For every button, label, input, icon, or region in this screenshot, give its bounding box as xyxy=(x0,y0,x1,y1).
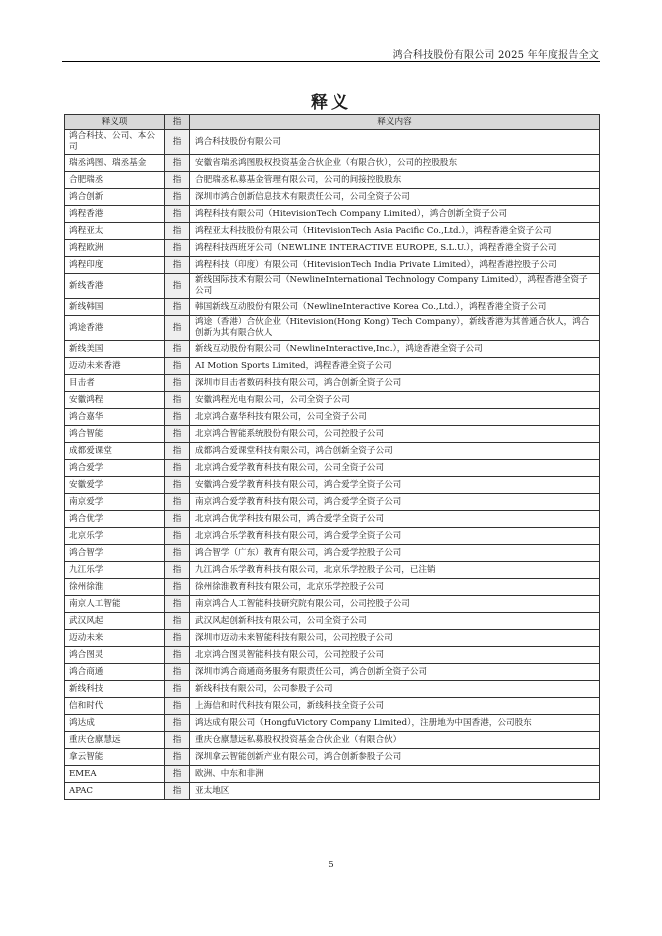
table-row xyxy=(65,375,600,392)
row-content: 深圳市鸿合商通商务服务有限责任公司，鸿合创新全资子公司 xyxy=(190,664,600,681)
row-term: 新线科技 xyxy=(65,681,165,698)
row-mid: 指 xyxy=(165,613,190,630)
row-content: 成都鸿合爱课堂科技有限公司，鸿合创新全资子公司 xyxy=(190,443,600,460)
header-divider xyxy=(62,61,600,62)
row-term: 九江乐学 xyxy=(65,562,165,579)
row-term: 鸿达成 xyxy=(65,715,165,732)
table-row xyxy=(65,511,600,528)
table-row xyxy=(65,596,600,613)
row-term: 安徽爱学 xyxy=(65,477,165,494)
row-mid: 指 xyxy=(165,732,190,749)
table-row xyxy=(65,528,600,545)
table-row xyxy=(65,299,600,316)
row-term: 鸿程亚太 xyxy=(65,223,165,240)
row-mid: 指 xyxy=(165,562,190,579)
row-term: 北京乐学 xyxy=(65,528,165,545)
row-term: APAC xyxy=(65,783,165,800)
table-row xyxy=(65,732,600,749)
table-row xyxy=(65,664,600,681)
row-content: 鸿途（香港）合伙企业（Hitevision(Hong Kong) Tech Company），新线香港为其普通合伙人，鸿合创新为其有限合伙人 xyxy=(190,316,600,341)
row-term: 鸿合智学 xyxy=(65,545,165,562)
row-mid: 指 xyxy=(165,172,190,189)
row-content: 北京鸿合乐学教育科技有限公司，鸿合爱学全资子公司 xyxy=(190,528,600,545)
row-mid: 指 xyxy=(165,579,190,596)
row-mid: 指 xyxy=(165,189,190,206)
row-term: 鸿程印度 xyxy=(65,257,165,274)
definitions-table xyxy=(64,114,600,800)
row-mid: 指 xyxy=(165,511,190,528)
table-row xyxy=(65,409,600,426)
row-mid: 指 xyxy=(165,460,190,477)
table-row xyxy=(65,494,600,511)
row-mid: 指 xyxy=(165,477,190,494)
row-content: 北京鸿合优学科技有限公司，鸿合爱学全资子公司 xyxy=(190,511,600,528)
row-term: 目击者 xyxy=(65,375,165,392)
row-content: 武汉风起创新科技有限公司，公司全资子公司 xyxy=(190,613,600,630)
table-row xyxy=(65,274,600,299)
row-mid: 指 xyxy=(165,341,190,358)
row-mid: 指 xyxy=(165,375,190,392)
table-row xyxy=(65,358,600,375)
header-term: 释义项 xyxy=(65,115,165,130)
row-term: 鸿合图灵 xyxy=(65,647,165,664)
table-row xyxy=(65,426,600,443)
row-term: 新线香港 xyxy=(65,274,165,299)
table-row xyxy=(65,189,600,206)
table-row xyxy=(65,240,600,257)
row-mid: 指 xyxy=(165,443,190,460)
row-mid: 指 xyxy=(165,494,190,511)
row-mid: 指 xyxy=(165,426,190,443)
row-term: 鸿途香港 xyxy=(65,316,165,341)
row-content: 鸿程科技有限公司（HitevisionTech Company Limited），鸿合创新全资子公司 xyxy=(190,206,600,223)
row-mid: 指 xyxy=(165,223,190,240)
row-mid: 指 xyxy=(165,698,190,715)
row-term: 南京人工智能 xyxy=(65,596,165,613)
row-term: 鸿合嘉华 xyxy=(65,409,165,426)
row-term: 徐州徐淮 xyxy=(65,579,165,596)
table-row xyxy=(65,172,600,189)
row-content: 韩国新线互动股份有限公司（NewlineInteractive Korea Co.,Ltd.），鸿程香港全资子公司 xyxy=(190,299,600,316)
table-row xyxy=(65,681,600,698)
table-row xyxy=(65,783,600,800)
table-row xyxy=(65,257,600,274)
row-content: 北京鸿合图灵智能科技有限公司，公司控股子公司 xyxy=(190,647,600,664)
table-row xyxy=(65,392,600,409)
row-content: 深圳市鸿合创新信息技术有限责任公司，公司全资子公司 xyxy=(190,189,600,206)
row-term: EMEA xyxy=(65,766,165,783)
row-content: 九江鸿合乐学教育科技有限公司，北京乐学控股子公司，已注销 xyxy=(190,562,600,579)
table-row xyxy=(65,155,600,172)
row-term: 鸿合科技、公司、本公司 xyxy=(65,130,165,155)
row-content: 北京鸿合爱学教育科技有限公司，公司全资子公司 xyxy=(190,460,600,477)
row-content: 深圳市迈动未来智能科技有限公司，公司控股子公司 xyxy=(190,630,600,647)
row-content: 合肥瑞丞私募基金管理有限公司，公司的间接控股股东 xyxy=(190,172,600,189)
row-term: 迈动未来香港 xyxy=(65,358,165,375)
table-row xyxy=(65,698,600,715)
row-term: 鸿程欧洲 xyxy=(65,240,165,257)
table-header-row xyxy=(65,115,600,130)
table-row xyxy=(65,460,600,477)
table-row xyxy=(65,766,600,783)
row-term: 新线美国 xyxy=(65,341,165,358)
row-content: 上海信和时代科技有限公司，新线科技全资子公司 xyxy=(190,698,600,715)
row-term: 鸿程香港 xyxy=(65,206,165,223)
row-content: 鸿达成有限公司（HongfuVictory Company Limited），注册地为中国香港，公司股东 xyxy=(190,715,600,732)
row-mid: 指 xyxy=(165,257,190,274)
row-term: 鸿合爱学 xyxy=(65,460,165,477)
page-number: 5 xyxy=(328,860,334,870)
report-header: 鸿合科技股份有限公司 2025 年年度报告全文 xyxy=(392,50,599,61)
row-content: 重庆仓廪慧远私募股权投资基金合伙企业（有限合伙） xyxy=(190,732,600,749)
table-row xyxy=(65,562,600,579)
row-content: 鸿程科技（印度）有限公司（HitevisionTech India Private Limited），鸿程香港控股子公司 xyxy=(190,257,600,274)
table-row xyxy=(65,130,600,155)
row-content: 鸿合智学（广东）教育有限公司，鸿合爱学控股子公司 xyxy=(190,545,600,562)
row-content: 欧洲、中东和非洲 xyxy=(190,766,600,783)
row-mid: 指 xyxy=(165,766,190,783)
row-term: 鸿合优学 xyxy=(65,511,165,528)
row-term: 鸿合商通 xyxy=(65,664,165,681)
row-mid: 指 xyxy=(165,316,190,341)
row-content: 安徽鸿合爱学教育科技有限公司，鸿合爱学全资子公司 xyxy=(190,477,600,494)
row-mid: 指 xyxy=(165,664,190,681)
table-row xyxy=(65,477,600,494)
row-mid: 指 xyxy=(165,409,190,426)
row-content: 鸿程亚太科技股份有限公司（HitevisionTech Asia Pacific Co.,Ltd.），鸿程香港全资子公司 xyxy=(190,223,600,240)
row-term: 瑞丞鸿图、瑞丞基金 xyxy=(65,155,165,172)
table-body xyxy=(65,130,600,800)
table-row xyxy=(65,341,600,358)
row-content: 南京鸿合人工智能科技研究院有限公司，公司控股子公司 xyxy=(190,596,600,613)
row-content: 北京鸿合嘉华科技有限公司，公司全资子公司 xyxy=(190,409,600,426)
row-mid: 指 xyxy=(165,274,190,299)
row-mid: 指 xyxy=(165,206,190,223)
row-content: 深圳市目击者数码科技有限公司，鸿合创新全资子公司 xyxy=(190,375,600,392)
table-row xyxy=(65,630,600,647)
row-mid: 指 xyxy=(165,596,190,613)
row-term: 鸿合创新 xyxy=(65,189,165,206)
row-mid: 指 xyxy=(165,528,190,545)
row-mid: 指 xyxy=(165,715,190,732)
row-content: 深圳拿云智能创新产业有限公司，鸿合创新参股子公司 xyxy=(190,749,600,766)
row-content: 新线国际技术有限公司（NewlineInternational Technology Company Limited），鸿程香港全资子公司 xyxy=(190,274,600,299)
row-content: 徐州徐淮教育科技有限公司，北京乐学控股子公司 xyxy=(190,579,600,596)
row-content: 新线科技有限公司，公司参股子公司 xyxy=(190,681,600,698)
table-row xyxy=(65,443,600,460)
table-row xyxy=(65,316,600,341)
table-row xyxy=(65,749,600,766)
row-term: 重庆仓廪慧远 xyxy=(65,732,165,749)
row-mid: 指 xyxy=(165,299,190,316)
row-term: 迈动未来 xyxy=(65,630,165,647)
row-content: 安徽省瑞丞鸿图股权投资基金合伙企业（有限合伙），公司的控股股东 xyxy=(190,155,600,172)
row-mid: 指 xyxy=(165,681,190,698)
row-term: 成都爱课堂 xyxy=(65,443,165,460)
row-content: 北京鸿合智能系统股份有限公司，公司控股子公司 xyxy=(190,426,600,443)
row-mid: 指 xyxy=(165,647,190,664)
row-term: 鸿合智能 xyxy=(65,426,165,443)
table-row xyxy=(65,613,600,630)
row-content: 安徽鸿程光电有限公司，公司全资子公司 xyxy=(190,392,600,409)
header-content: 释义内容 xyxy=(190,115,600,130)
row-term: 武汉风起 xyxy=(65,613,165,630)
row-mid: 指 xyxy=(165,130,190,155)
row-term: 新线韩国 xyxy=(65,299,165,316)
row-content: 南京鸿合爱学教育科技有限公司，鸿合爱学全资子公司 xyxy=(190,494,600,511)
row-mid: 指 xyxy=(165,783,190,800)
row-mid: 指 xyxy=(165,358,190,375)
table-row xyxy=(65,545,600,562)
row-content: 亚太地区 xyxy=(190,783,600,800)
row-term: 拿云智能 xyxy=(65,749,165,766)
row-mid: 指 xyxy=(165,240,190,257)
table-row xyxy=(65,223,600,240)
row-content: AI Motion Sports Limited，鸿程香港全资子公司 xyxy=(190,358,600,375)
table-row xyxy=(65,715,600,732)
table-row xyxy=(65,647,600,664)
row-content: 新线互动股份有限公司（NewlineInteractive,Inc.），鸿途香港全资子公司 xyxy=(190,341,600,358)
row-mid: 指 xyxy=(165,155,190,172)
row-term: 安徽鸿程 xyxy=(65,392,165,409)
row-term: 南京爱学 xyxy=(65,494,165,511)
row-content: 鸿程科技西班牙公司（NEWLINE INTERACTIVE EUROPE, S.L.U.），鸿程香港全资子公司 xyxy=(190,240,600,257)
header-mid: 指 xyxy=(165,115,190,130)
page-title: 释义 xyxy=(311,93,351,113)
table-row xyxy=(65,579,600,596)
row-mid: 指 xyxy=(165,630,190,647)
table-row xyxy=(65,206,600,223)
row-content: 鸿合科技股份有限公司 xyxy=(190,130,600,155)
row-term: 合肥瑞丞 xyxy=(65,172,165,189)
row-mid: 指 xyxy=(165,545,190,562)
row-mid: 指 xyxy=(165,392,190,409)
row-mid: 指 xyxy=(165,749,190,766)
row-term: 信和时代 xyxy=(65,698,165,715)
